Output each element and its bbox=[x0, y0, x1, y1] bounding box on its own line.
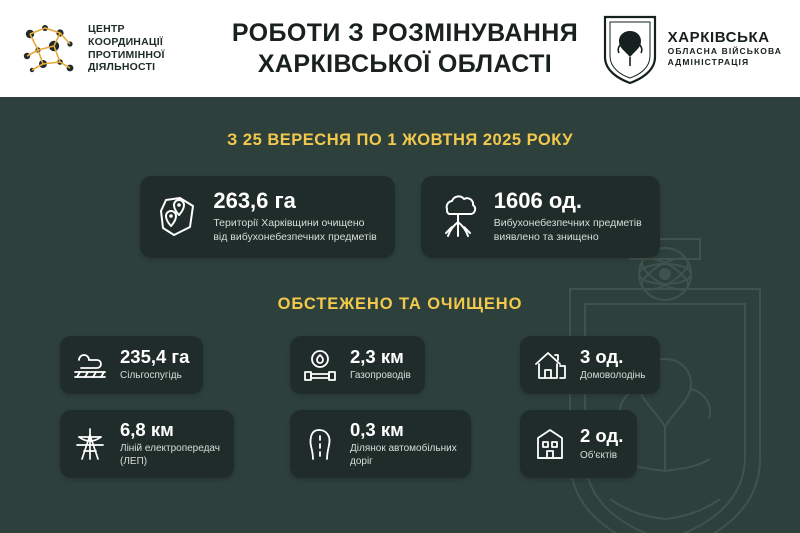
item-gas-pipelines bbox=[290, 336, 425, 394]
item-agricultural-land bbox=[60, 336, 203, 394]
grid-cell bbox=[60, 336, 280, 394]
farm-field-icon bbox=[71, 346, 109, 384]
grid-cell bbox=[60, 410, 280, 479]
stat-card-area-cleared bbox=[140, 176, 394, 258]
stat-description-line-2: виявлено та знищено bbox=[493, 231, 599, 244]
road-icon bbox=[301, 425, 339, 463]
explosion-cloud-icon bbox=[435, 194, 481, 240]
item-description bbox=[350, 442, 457, 468]
gas-pipeline-icon bbox=[301, 346, 339, 384]
page-header bbox=[0, 0, 800, 97]
cpd-logo-text bbox=[88, 23, 165, 74]
kharkiv-coat-of-arms-icon bbox=[601, 13, 659, 85]
item-description: Сільгоспугідь bbox=[120, 370, 182, 382]
top-stats-row bbox=[0, 176, 800, 258]
grid-cell bbox=[520, 336, 740, 394]
cpd-line-4: ДІЯЛЬНОСТІ bbox=[88, 61, 156, 74]
item-description: Об'єктів bbox=[580, 449, 618, 461]
stat-card-explosives-text bbox=[494, 189, 642, 245]
grid-cell bbox=[520, 410, 740, 479]
molecule-network-icon bbox=[18, 20, 80, 78]
infographic-body bbox=[0, 97, 800, 533]
item-value: 3 од. bbox=[580, 345, 624, 367]
grid-cell bbox=[290, 410, 510, 479]
item-value: 2 од. bbox=[580, 425, 624, 447]
item-value: 235,4 га bbox=[120, 345, 190, 367]
page-title-line-1: РОБОТИ З РОЗМІНУВАННЯ bbox=[231, 19, 579, 47]
item-text bbox=[120, 347, 189, 383]
stat-description-line-2: від вибухонебезпечних предметів bbox=[213, 231, 377, 244]
item-households bbox=[520, 336, 660, 394]
item-power-lines bbox=[60, 410, 234, 479]
item-text bbox=[350, 347, 411, 383]
oblast-logo-text bbox=[668, 29, 782, 69]
item-value: 0,3 км bbox=[350, 418, 404, 440]
item-description-line-2: доріг bbox=[350, 456, 373, 468]
oblast-administration-logo bbox=[592, 13, 782, 85]
item-text bbox=[580, 347, 646, 383]
page-title bbox=[218, 18, 592, 79]
map-pins-area-icon bbox=[154, 194, 200, 240]
oblast-line-2: ОБЛАСНА ВІЙСЬКОВА bbox=[667, 45, 782, 56]
item-text bbox=[350, 420, 457, 469]
item-description-line-1: Ліній електропередач bbox=[120, 443, 220, 455]
item-description-line-2: (ЛЕП) bbox=[120, 456, 148, 468]
grid-cell bbox=[290, 336, 510, 394]
stat-description bbox=[494, 216, 642, 245]
stat-value: 263,6 га bbox=[213, 188, 296, 213]
item-description: Газопроводів bbox=[350, 370, 411, 382]
period-label: З 25 ВЕРЕСНЯ ПО 1 ЖОВТНЯ 2025 РОКУ bbox=[226, 131, 574, 149]
power-line-icon bbox=[71, 425, 109, 463]
item-roads bbox=[290, 410, 471, 479]
surveyed-items-grid bbox=[0, 336, 800, 479]
page-title-line-2: ХАРКІВСЬКОЇ ОБЛАСТІ bbox=[257, 49, 553, 78]
stat-description bbox=[213, 216, 376, 245]
item-value: 2,3 км bbox=[350, 345, 404, 367]
oblast-line-1: ХАРКІВСЬКА bbox=[667, 28, 770, 46]
stat-card-explosives-destroyed bbox=[421, 176, 660, 258]
item-text bbox=[120, 420, 220, 469]
cpd-line-3: ПРОТИМІННОЇ bbox=[88, 48, 165, 61]
stat-card-area-text bbox=[213, 189, 376, 245]
stat-value: 1606 од. bbox=[493, 188, 583, 213]
section-title: ОБСТЕЖЕНО ТА ОЧИЩЕНО bbox=[277, 294, 523, 313]
item-description: Домоволодінь bbox=[580, 370, 646, 382]
item-description-line-1: Ділянок автомобільних bbox=[350, 443, 457, 455]
item-description bbox=[120, 442, 220, 468]
cpd-logo bbox=[18, 20, 218, 78]
item-value: 6,8 км bbox=[120, 418, 174, 440]
house-icon bbox=[531, 346, 569, 384]
cpd-line-1: ЦЕНТР bbox=[88, 22, 125, 35]
item-text bbox=[580, 426, 623, 462]
building-icon bbox=[531, 425, 569, 463]
oblast-line-3: АДМІНІСТРАЦІЯ bbox=[667, 57, 750, 67]
item-objects bbox=[520, 410, 637, 479]
stat-description-line-1: Вибухонебезпечних предметів bbox=[493, 217, 642, 230]
cpd-line-2: КООРДИНАЦІЇ bbox=[88, 35, 163, 48]
stat-description-line-1: Території Харківщини очищено bbox=[213, 217, 365, 230]
